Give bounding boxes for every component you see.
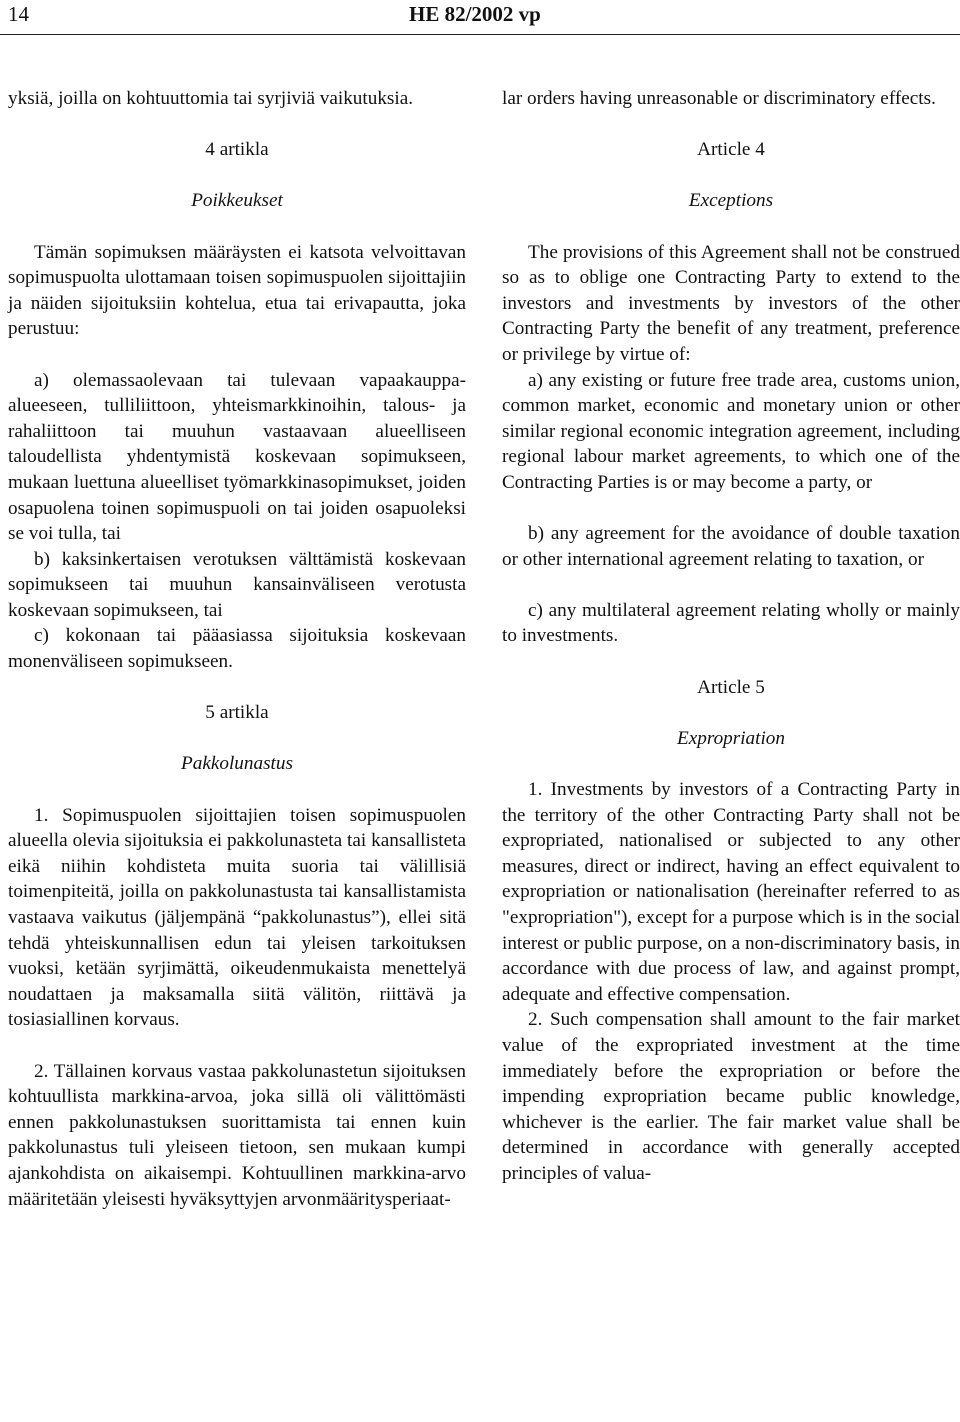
en-article-4-title: Exceptions (688, 190, 774, 212)
fi-article-4-item-a: a) olemassaolevaan tai tulevaan vapaakauppa-alueeseen, tulliliittoon, yhteismarkkinoihin, talous- ja rahaliittoon tai muuhun vastaavaan alueelliseen taloudellista yhdentymistä koskevaan sopimukseen, mukaan luettuna alueelliset työmarkkinasopimukset, joiden osapuolena toinen sopimuspuoli on tai joiden osapuoleksi se voi tulla, tai (8, 369, 466, 545)
page-number: 14 (8, 2, 29, 26)
en-article-4-item-c: c) any multilateral agreement relating wholly or mainly to investments. (502, 599, 960, 647)
en-article-4-item-a: a) any existing or future free trade area, customs union, common market, economic and monetary union or other similar regional economic integration agreement, including regional labour market agreements, to which one of the Contracting Parties is or may become a party, or (502, 369, 960, 493)
fi-article-4-heading: 4 artikla (205, 139, 269, 161)
document-id: HE 82/2002 vp (409, 2, 541, 26)
fi-article-5-paragraph-2: 2. Tällainen korvaus vastaa pakkolunastetun sijoituksen kohtuullista markkina-arvoa, joka sillä oli välittömästi ennen pakkolunastuksen suorittamista tai ennen kuin pakkolunastus tuli yleiseen tietoon, sen mukaan kumpi ajankohdista on aikaisempi. Kohtuullinen markkina-arvo määritetään yleisesti hyväksyttyjen arvonmääritysperiaat- (8, 1060, 466, 1210)
fi-article-4-paragraph: Tämän sopimuksen määräysten ei katsota velvoittavan sopimuspuolta ulottamaan toisen sopimuspuolen sijoittajiin ja näiden sijoituksiin kohtelua, etua tai erivapautta, joka perustuu: (8, 241, 466, 340)
en-article-4-paragraph: The provisions of this Agreement shall not be construed so as to oblige one Contracting Party to extend to the investors and investments by investors of the other Contracting Party the benefit of any treatment, preference or privilege by virtue of: (502, 241, 960, 365)
fi-article-4-item-c: c) kokonaan tai pääasiassa sijoituksia koskevaan monenväliseen sopimukseen. (8, 625, 466, 673)
fi-article-5-heading: 5 artikla (205, 702, 269, 724)
english-column (502, 86, 960, 1187)
finnish-column (8, 86, 466, 1212)
en-article-4-heading: Article 4 (697, 139, 765, 161)
en-article-5-paragraph-1: 1. Investments by investors of a Contracting Party in the territory of the other Contracting Party shall not be expropriated, nationalised or subjected to any other measures, direct or indirect, having an effect equivalent to expropriation or nationalisation (hereinafter referred to as "expropriation"), except for a purpose which is in the social interest or public purpose, on a non-discriminatory basis, in accordance with due process of law, and against prompt, adequate and effective compensation. (502, 779, 960, 1005)
fi-article-4-title: Poikkeukset (191, 190, 283, 212)
fi-intro-text: yksiä, joilla on kohtuuttomia tai syrjiviä vaikutuksia. (8, 88, 414, 109)
en-intro-text: lar orders having unreasonable or discriminatory effects. (502, 88, 936, 109)
fi-article-4-item-b: b) kaksinkertaisen verotuksen välttämistä koskevaan sopimukseen tai muuhun kansainväliseen verotusta koskevaan sopimukseen, tai (8, 548, 466, 621)
page-header (0, 0, 960, 35)
en-article-5-heading: Article 5 (697, 676, 765, 698)
fi-article-5-paragraph-1: 1. Sopimuspuolen sijoittajien toisen sopimuspuolen alueella olevia sijoituksia ei pakkolunasteta tai kansallisteta eikä niihin kohdisteta muita suoria tai välillisiä toimenpiteitä, joilla on pakkolunastusta tai kansallistamista vastaava vaikutus (jäljempänä “pakkolunastus”), ellei sitä tehdä yhteiskunnallisen edun tai yleisen tarkoituksen vuoksi, ketään syrjimättä, oikeudenmukaista menettelyä noudattaen ja maksamalla siitä välitön, riittävä ja tosiasiallinen korvaus. (8, 804, 466, 1031)
en-article-5-title: Expropriation (676, 727, 785, 749)
fi-article-5-title: Pakkolunastus (181, 753, 293, 775)
en-article-5-paragraph-2: 2. Such compensation shall amount to the fair market value of the expropriated investment at the time immediately before the expropriation or before the impending expropriation became public knowledge, whichever is the earlier. The fair market value shall be determined in accordance with generally accepted principles of valua- (502, 1009, 960, 1184)
en-article-4-item-b: b) any agreement for the avoidance of double taxation or other international agreement relating to taxation, or (502, 523, 960, 570)
